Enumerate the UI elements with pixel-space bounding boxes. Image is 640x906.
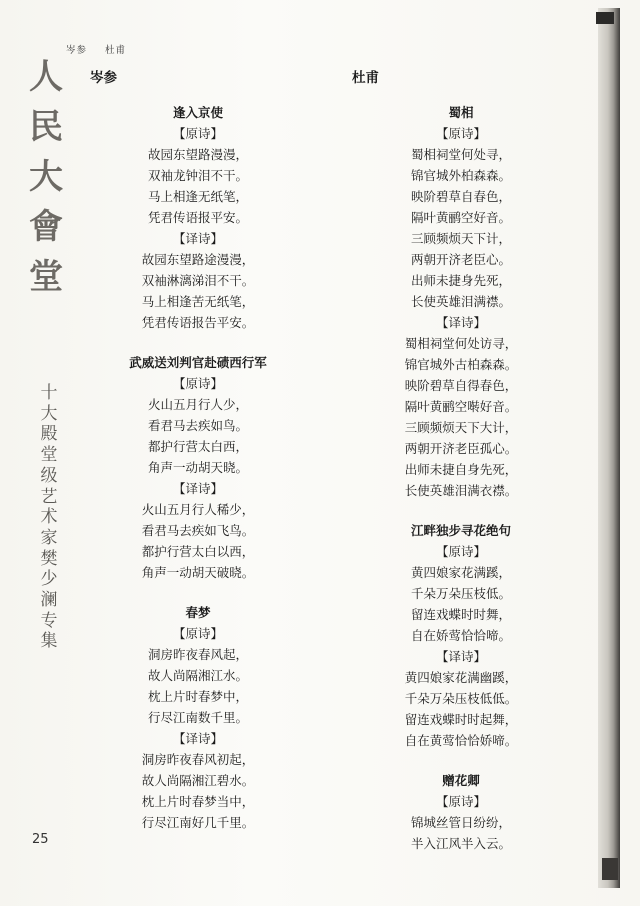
original-tag: 【原诗】 — [172, 626, 223, 641]
translation-line: 马上相逢苦无纸笔， — [141, 294, 255, 309]
series-title-char: 艺 — [40, 486, 58, 507]
translation-line: 行尽江南好几千里。 — [141, 815, 255, 830]
translation-line: 火山五月行人稀少， — [141, 502, 255, 517]
page-number: 25 — [32, 832, 49, 847]
original-tag: 【原诗】 — [172, 126, 223, 141]
poem-line: 锦官城外柏森森。 — [410, 168, 511, 183]
translation-line: 角声一动胡天破晓。 — [141, 565, 255, 580]
translation-tag: 【译诗】 — [435, 649, 486, 664]
poem-title: 武威送刘判官赴碛西行军 — [129, 355, 267, 370]
poem-line: 角声一动胡天晓。 — [147, 460, 248, 475]
poem-title: 逢入京使 — [172, 105, 223, 120]
poem — [142, 602, 255, 833]
poem-line: 凭君传语报平安。 — [147, 210, 248, 225]
series-title-char: 樊 — [40, 548, 58, 569]
poem-line: 隔叶黄鹂空好音。 — [410, 210, 511, 225]
poem-line: 锦城丝管日纷纷， — [410, 815, 511, 830]
logo-char: 民 — [29, 107, 63, 147]
translation-line: 故人尚隔湘江碧水。 — [141, 773, 255, 788]
poem — [129, 352, 267, 583]
series-title-char: 集 — [40, 631, 58, 652]
poem-line: 半入江风半入云。 — [410, 836, 511, 851]
translation-line: 看君马去疾如飞鸟。 — [141, 523, 255, 538]
poem-line: 三顾频烦天下计， — [410, 231, 511, 246]
poem-title: 江畔独步寻花绝句 — [410, 523, 511, 538]
logo-char: 人 — [29, 57, 63, 97]
translation-line: 故园东望路途漫漫， — [141, 252, 255, 267]
poem-line: 千朵万朵压枝低。 — [410, 586, 511, 601]
series-title-char: 堂 — [40, 445, 58, 466]
poem-line: 映阶碧草自春色， — [410, 189, 511, 204]
translation-line: 锦官城外古柏森森。 — [404, 357, 518, 372]
poem-line: 自在娇莺恰恰啼。 — [410, 628, 511, 643]
series-title — [38, 383, 60, 652]
series-title-char: 大 — [40, 403, 58, 424]
poem-line: 看君马去疾如鸟。 — [147, 418, 248, 433]
poem-line: 留连戏蝶时时舞， — [410, 607, 511, 622]
poem — [142, 102, 255, 333]
poem-line: 马上相逢无纸笔， — [147, 189, 248, 204]
spine-tab-bottom — [602, 858, 618, 880]
translation-line: 千朵万朵压枝低低。 — [404, 691, 518, 706]
poem-title: 赠花卿 — [442, 773, 480, 788]
poem-title: 春梦 — [185, 605, 211, 620]
poem-line: 长使英雄泪满襟。 — [410, 294, 511, 309]
translation-line: 枕上片时春梦当中， — [141, 794, 255, 809]
series-title-char: 澜 — [40, 590, 58, 611]
logo-char: 堂 — [29, 257, 63, 297]
running-header — [66, 42, 140, 56]
translation-line: 蜀相祠堂何处访寻， — [404, 336, 518, 351]
poem-title: 蜀相 — [448, 105, 474, 120]
series-title-char: 术 — [40, 507, 58, 528]
original-tag: 【原诗】 — [435, 126, 486, 141]
logo-char: 會 — [29, 207, 63, 247]
poem-line: 洞房昨夜春风起， — [147, 647, 248, 662]
series-title-char: 级 — [40, 465, 58, 486]
poem — [411, 770, 511, 854]
translation-line: 留连戏蝶时时起舞， — [404, 712, 518, 727]
poem-line: 双袖龙钟泪不干。 — [147, 168, 248, 183]
poem — [405, 102, 518, 501]
translation-tag: 【译诗】 — [435, 315, 486, 330]
translation-line: 凭君传语报告平安。 — [141, 315, 255, 330]
poem — [405, 520, 518, 751]
poem-column-left — [108, 102, 288, 833]
poem-line: 出师未捷身先死， — [410, 273, 511, 288]
poem-line: 黄四娘家花满蹊， — [410, 565, 511, 580]
poem-line: 都护行营太白西， — [147, 439, 248, 454]
original-tag: 【原诗】 — [435, 794, 486, 809]
author-heading-left: 岑参 — [90, 70, 117, 86]
book-spine — [598, 8, 620, 888]
series-title-char: 家 — [40, 527, 58, 548]
calligraphy-logo — [24, 52, 68, 302]
poem-column-right — [366, 102, 556, 854]
poem-line: 枕上片时春梦中， — [147, 689, 248, 704]
spine-tab-top — [596, 12, 614, 24]
translation-line: 双袖淋漓涕泪不干。 — [141, 273, 255, 288]
poem-line: 行尽江南数千里。 — [147, 710, 248, 725]
logo-char: 大 — [29, 157, 63, 197]
translation-line: 黄四娘家花满幽蹊， — [404, 670, 518, 685]
original-tag: 【原诗】 — [172, 376, 223, 391]
translation-line: 隔叶黄鹂空啭好音。 — [404, 399, 518, 414]
translation-line: 长使英雄泪满衣襟。 — [404, 483, 518, 498]
translation-tag: 【译诗】 — [172, 481, 223, 496]
poem-line: 蜀相祠堂何处寻， — [410, 147, 511, 162]
poem-line: 故园东望路漫漫， — [147, 147, 248, 162]
translation-line: 出师未捷自身先死， — [404, 462, 518, 477]
running-header-author-b: 杜甫 — [105, 45, 127, 56]
translation-line: 自在黄莺恰恰娇啼。 — [404, 733, 518, 748]
series-title-char: 少 — [40, 569, 58, 590]
author-heading-right: 杜甫 — [352, 70, 379, 86]
running-header-author-a: 岑参 — [66, 45, 88, 56]
translation-line: 三顾频烦天下大计， — [404, 420, 518, 435]
translation-tag: 【译诗】 — [172, 731, 223, 746]
poem-line: 两朝开济老臣心。 — [410, 252, 511, 267]
series-title-char: 十 — [40, 383, 58, 403]
series-title-char: 专 — [40, 610, 58, 631]
translation-line: 映阶碧草自得春色， — [404, 378, 518, 393]
translation-line: 两朝开济老臣孤心。 — [404, 441, 518, 456]
original-tag: 【原诗】 — [435, 544, 486, 559]
translation-tag: 【译诗】 — [172, 231, 223, 246]
translation-line: 洞房昨夜春风初起， — [141, 752, 255, 767]
translation-line: 都护行营太白以西， — [141, 544, 255, 559]
poem-line: 故人尚隔湘江水。 — [147, 668, 248, 683]
series-title-char: 殿 — [40, 424, 58, 445]
poem-line: 火山五月行人少， — [147, 397, 248, 412]
